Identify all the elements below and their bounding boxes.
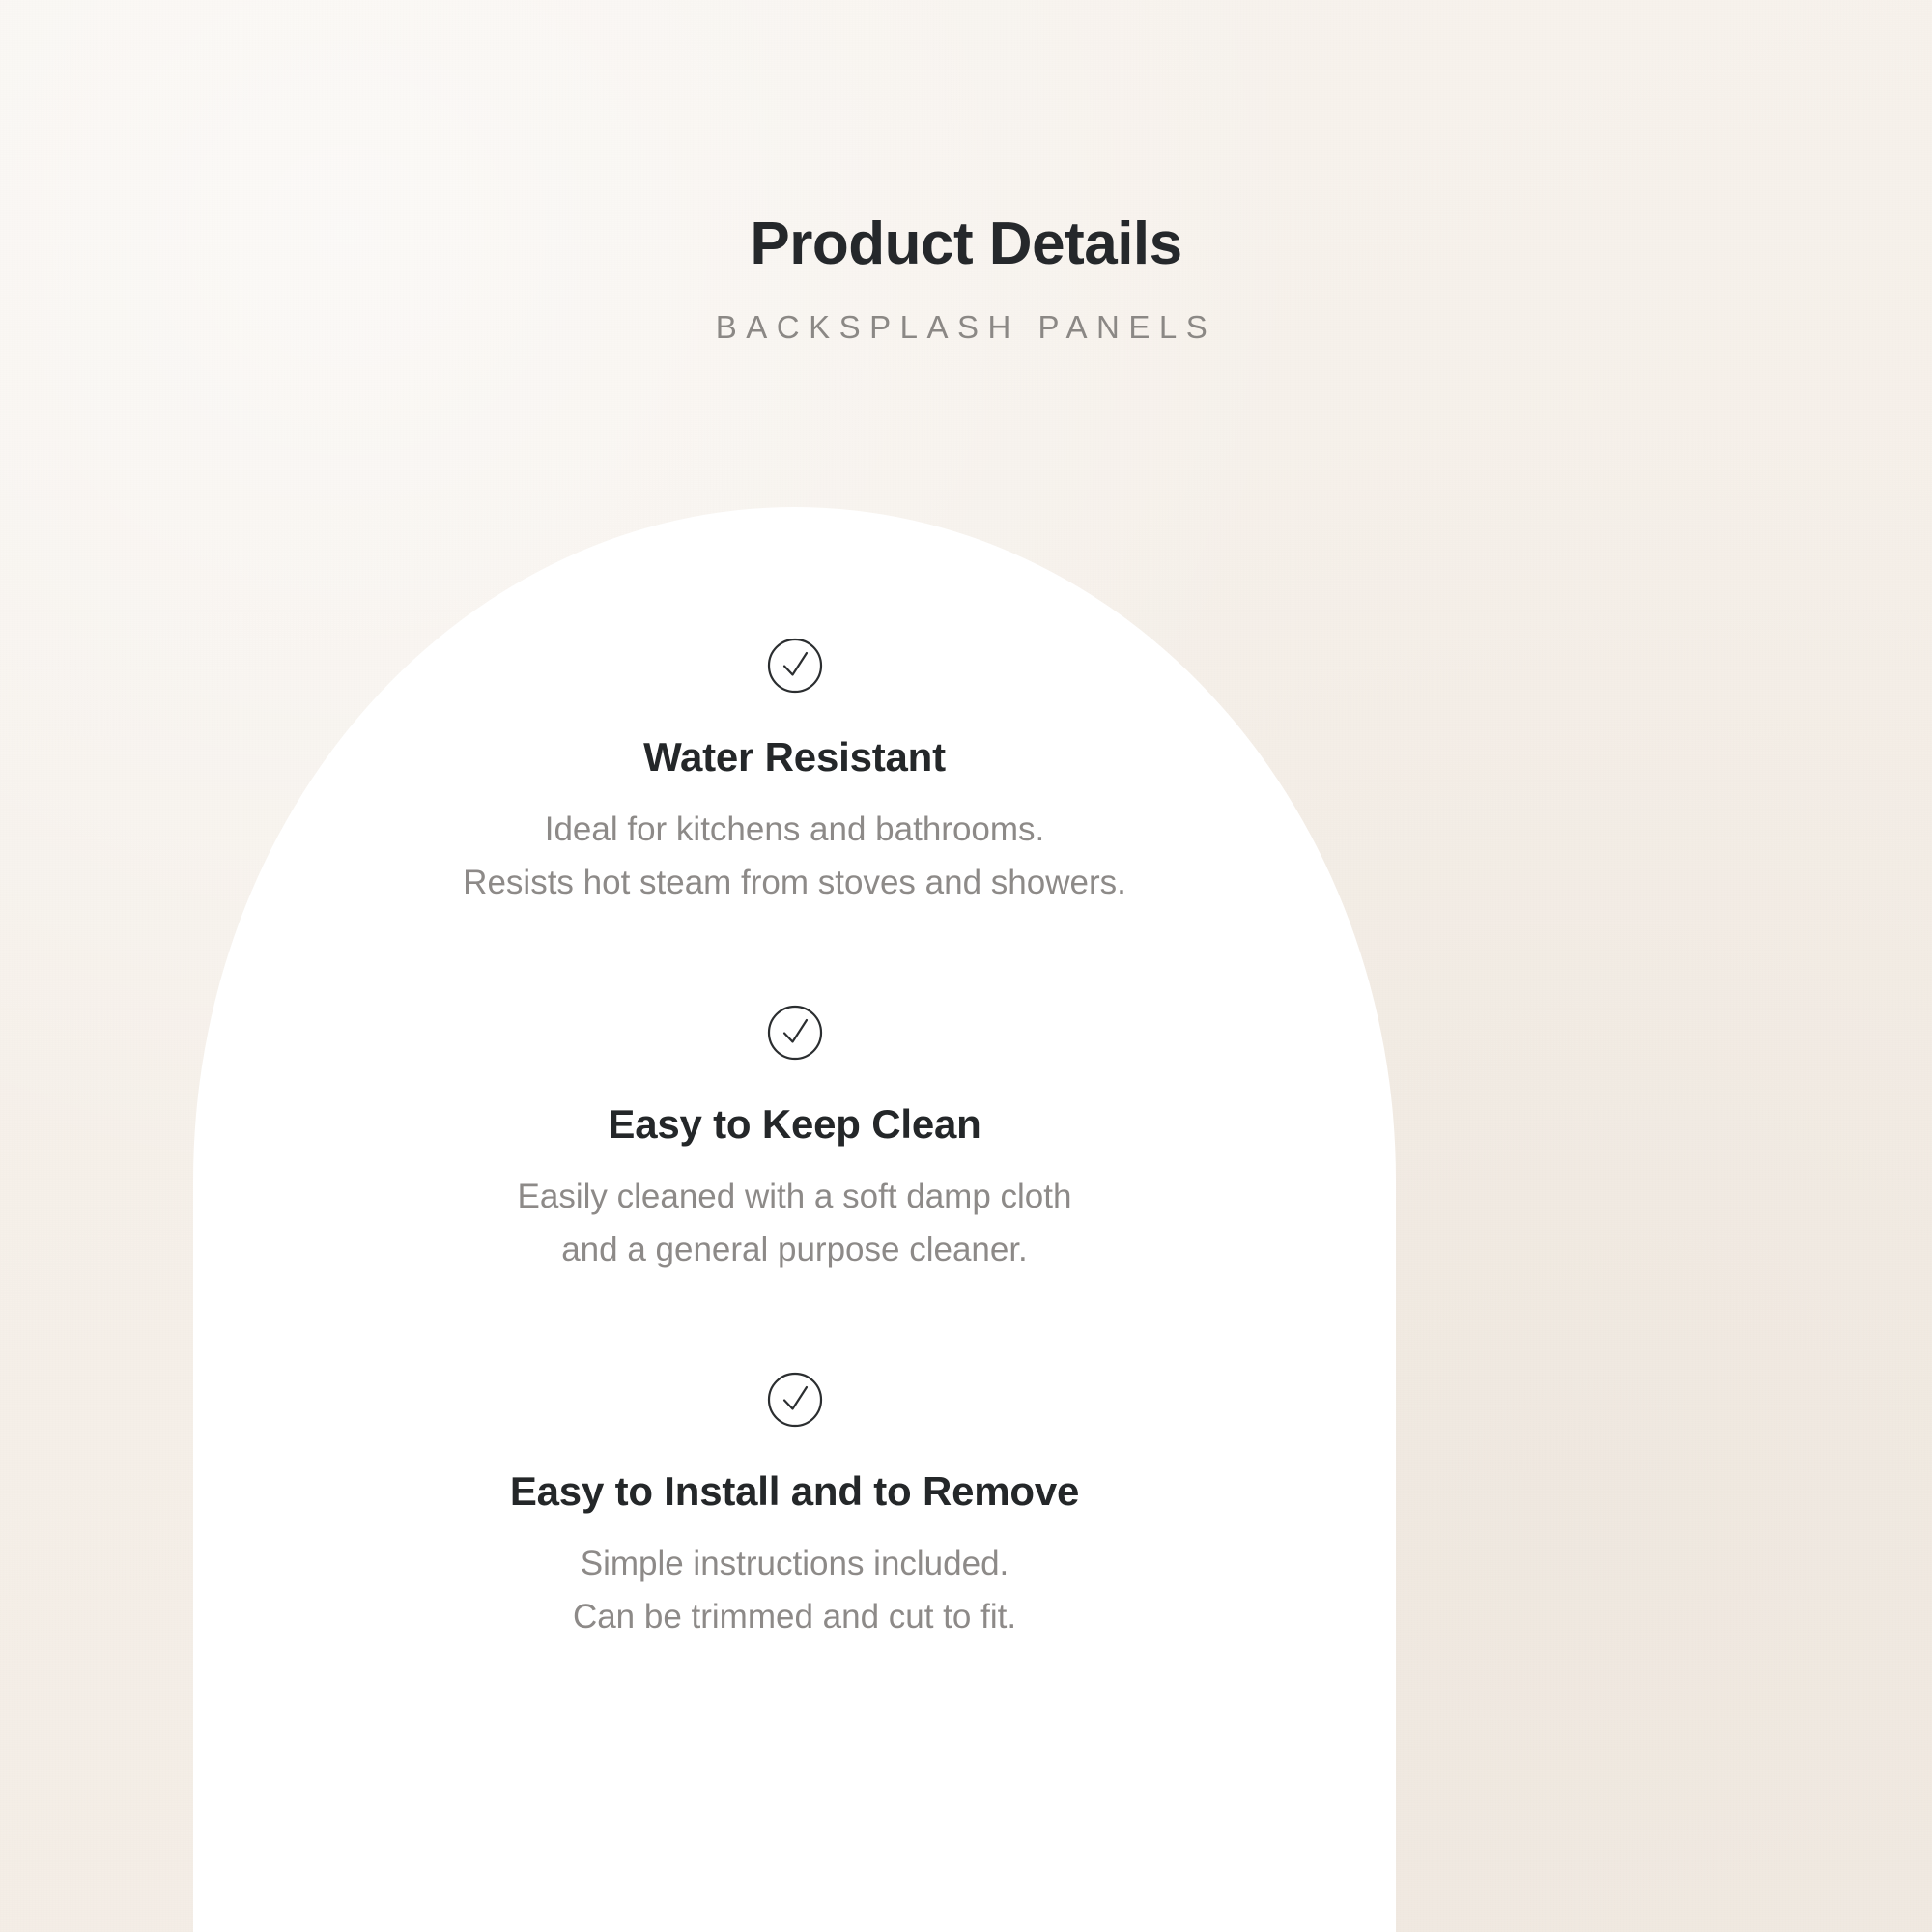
page-subtitle: BACKSPLASH PANELS [715, 309, 1217, 345]
feature-item [193, 1005, 1396, 1277]
feature-item [193, 1372, 1396, 1644]
feature-description-line: Can be trimmed and cut to fit. [572, 1598, 1017, 1636]
feature-description-line: Resists hot steam from stoves and showers. [463, 864, 1126, 902]
feature-title: Easy to Keep Clean [608, 1100, 981, 1147]
feature-item [193, 638, 1396, 910]
page-title: Product Details [750, 211, 1182, 277]
feature-title: Easy to Install and to Remove [509, 1467, 1080, 1514]
feature-description-line: Simple instructions included. [580, 1544, 1009, 1582]
check-circle-icon [767, 638, 823, 694]
feature-description [193, 803, 1396, 910]
feature-description-line: Ideal for kitchens and bathrooms. [544, 810, 1045, 849]
feature-description [193, 1537, 1396, 1644]
feature-title: Water Resistant [643, 734, 946, 780]
feature-description-line: and a general purpose cleaner. [561, 1231, 1028, 1269]
arch-panel [193, 507, 1396, 1932]
check-circle-icon [767, 1372, 823, 1428]
feature-description [193, 1170, 1396, 1277]
check-circle-icon [767, 1005, 823, 1061]
features-list [193, 638, 1396, 1643]
feature-description-line: Easily cleaned with a soft damp cloth [517, 1177, 1072, 1215]
header [0, 0, 1932, 343]
